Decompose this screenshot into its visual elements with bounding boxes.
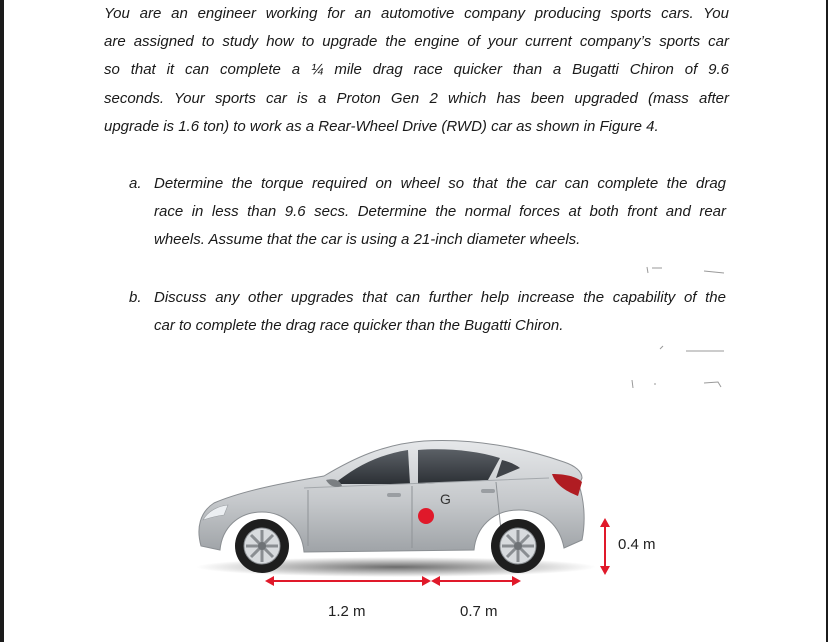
question-marker: a. bbox=[129, 175, 142, 192]
question-line: race in less than 9.6 secs. Determine the normal forces at both front and rear bbox=[154, 203, 726, 221]
problem-line: so that it can complete a ¼ mile drag race quicker than a Bugatti Chiron of 9.6 bbox=[104, 61, 729, 79]
front-distance-arrow bbox=[265, 576, 431, 586]
question-line: wheels. Assume that the car is using a 21-inch diameter wheels. bbox=[154, 231, 581, 249]
problem-line: upgrade is 1.6 ton) to work as a Rear-Wheel Drive (RWD) car as shown in Figure 4. bbox=[104, 117, 659, 135]
question-line: Determine the torque required on wheel so that the car can complete the drag bbox=[154, 175, 726, 192]
problem-line: are assigned to study how to upgrade the engine of your current company’s sports car bbox=[104, 33, 729, 51]
problem-line: You are an engineer working for an automotive company producing sports cars. You bbox=[104, 5, 729, 22]
rear-distance-label: 0.7 m bbox=[460, 603, 498, 620]
rear-distance-arrow bbox=[431, 576, 521, 586]
rear-wheel bbox=[491, 519, 545, 573]
front-distance-label: 1.2 m bbox=[328, 603, 366, 620]
cg-label: G bbox=[440, 491, 451, 507]
question-line: car to complete the drag race quicker than the Bugatti Chiron. bbox=[154, 317, 564, 335]
question-marker: b. bbox=[129, 289, 142, 306]
height-arrow bbox=[600, 518, 610, 575]
car-figure bbox=[4, 0, 826, 642]
center-of-gravity-dot bbox=[418, 508, 434, 524]
question-line: Discuss any other upgrades that can further help increase the capability of the bbox=[154, 289, 726, 306]
height-label: 0.4 m bbox=[618, 536, 656, 553]
problem-line: seconds. Your sports car is a Proton Gen 2 which has been upgraded (mass after bbox=[104, 89, 729, 107]
front-wheel bbox=[235, 519, 289, 573]
document-page bbox=[4, 0, 826, 642]
